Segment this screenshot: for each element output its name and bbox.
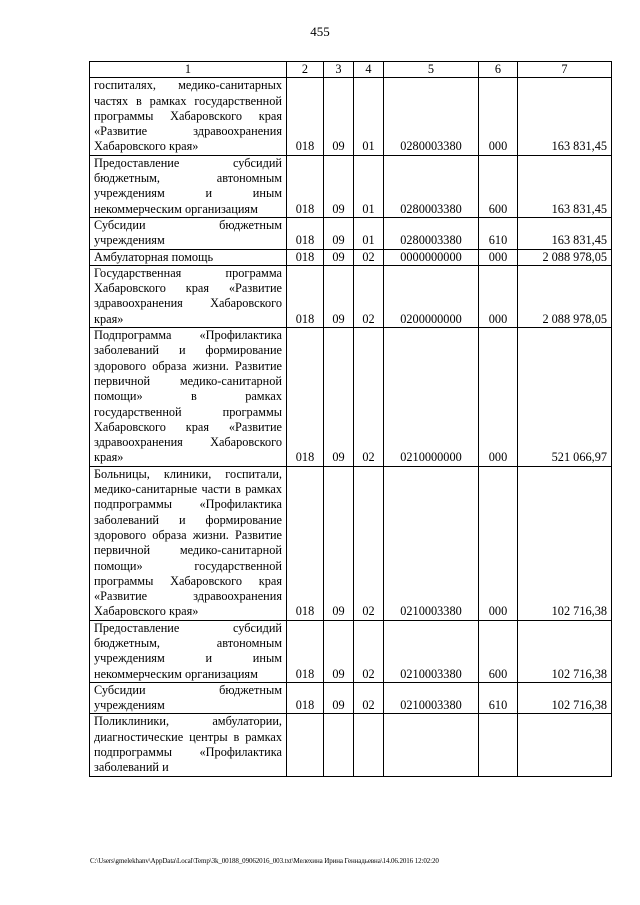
- column-header: 4: [354, 62, 384, 78]
- column-header: 6: [479, 62, 518, 78]
- table-row: [90, 265, 612, 327]
- row-target-article-code: 0200000000: [384, 265, 479, 327]
- row-amount: 163 831,45: [518, 155, 612, 217]
- row-expense-type-code: 610: [479, 217, 518, 249]
- row-expense-type-code: 000: [479, 249, 518, 265]
- row-subsection-code: 02: [354, 620, 384, 682]
- row-amount: 521 066,97: [518, 328, 612, 467]
- column-header: 2: [287, 62, 324, 78]
- row-grbs-code: 018: [287, 682, 324, 714]
- footer-file-path: C:\Users\gmelekhanv\AppData\Local\Temp\3k_00188_09062016_003.txt\Мелехина Ирина Геннадьевна\14.06.2016 12:02:20: [90, 857, 439, 865]
- row-subsection-code: 02: [354, 249, 384, 265]
- row-target-article-code: 0210003380: [384, 682, 479, 714]
- table-row: [90, 714, 612, 776]
- table-row: [90, 328, 612, 467]
- row-amount: 163 831,45: [518, 78, 612, 155]
- row-subsection-code: 02: [354, 328, 384, 467]
- row-expense-type-code: 000: [479, 328, 518, 467]
- row-target-article-code: 0210003380: [384, 466, 479, 620]
- row-target-article-code: 0000000000: [384, 249, 479, 265]
- table-row: [90, 249, 612, 265]
- row-target-article-code: 0280003380: [384, 217, 479, 249]
- row-amount: [518, 714, 612, 776]
- row-expense-type-code: 000: [479, 78, 518, 155]
- row-amount: 2 088 978,05: [518, 265, 612, 327]
- row-subsection-code: 01: [354, 155, 384, 217]
- row-grbs-code: 018: [287, 328, 324, 467]
- table-row: [90, 466, 612, 620]
- table-header-row: [90, 62, 612, 78]
- row-section-code: 09: [324, 620, 354, 682]
- row-target-article-code: [384, 714, 479, 776]
- row-amount: 102 716,38: [518, 682, 612, 714]
- row-target-article-code: 0280003380: [384, 78, 479, 155]
- row-subsection-code: 01: [354, 217, 384, 249]
- row-amount: 102 716,38: [518, 620, 612, 682]
- column-header: 7: [518, 62, 612, 78]
- row-grbs-code: 018: [287, 155, 324, 217]
- row-expense-type-code: [479, 714, 518, 776]
- row-name: Предоставление субсидий бюджетным, автономным учреждениям и иным некоммерческим организациям: [90, 620, 287, 682]
- table-row: [90, 78, 612, 155]
- row-grbs-code: 018: [287, 217, 324, 249]
- row-section-code: 09: [324, 265, 354, 327]
- column-header: 3: [324, 62, 354, 78]
- row-amount: 2 088 978,05: [518, 249, 612, 265]
- row-name: госпиталях, медико-санитарных частях в рамках государственной программы Хабаровского края «Развитие здравоохранения Хабаровского края»: [90, 78, 287, 155]
- row-expense-type-code: 600: [479, 620, 518, 682]
- row-expense-type-code: 000: [479, 466, 518, 620]
- row-subsection-code: 01: [354, 78, 384, 155]
- row-name: Субсидии бюджетным учреждениям: [90, 217, 287, 249]
- table-row: [90, 155, 612, 217]
- row-name: Предоставление субсидий бюджетным, автономным учреждениям и иным некоммерческим организациям: [90, 155, 287, 217]
- row-target-article-code: 0280003380: [384, 155, 479, 217]
- row-amount: 163 831,45: [518, 217, 612, 249]
- page-number: 455: [310, 24, 330, 39]
- row-section-code: 09: [324, 466, 354, 620]
- table-body: [90, 78, 612, 776]
- table-row: [90, 217, 612, 249]
- row-section-code: 09: [324, 155, 354, 217]
- row-section-code: 09: [324, 328, 354, 467]
- table-row: [90, 682, 612, 714]
- row-expense-type-code: 000: [479, 265, 518, 327]
- row-name: Государственная программа Хабаровского края «Развитие здравоохранения Хабаровского края»: [90, 265, 287, 327]
- row-grbs-code: 018: [287, 466, 324, 620]
- row-subsection-code: [354, 714, 384, 776]
- column-header: 5: [384, 62, 479, 78]
- row-section-code: [324, 714, 354, 776]
- row-target-article-code: 0210003380: [384, 620, 479, 682]
- row-section-code: 09: [324, 217, 354, 249]
- row-name: Субсидии бюджетным учреждениям: [90, 682, 287, 714]
- row-name: Поликлиники, амбулатории, диагностические центры в рамках подпрограммы «Профилактика заболеваний и: [90, 714, 287, 776]
- row-expense-type-code: 600: [479, 155, 518, 217]
- row-amount: 102 716,38: [518, 466, 612, 620]
- row-target-article-code: 0210000000: [384, 328, 479, 467]
- row-subsection-code: 02: [354, 466, 384, 620]
- row-section-code: 09: [324, 682, 354, 714]
- row-grbs-code: 018: [287, 265, 324, 327]
- row-expense-type-code: 610: [479, 682, 518, 714]
- column-header: 1: [90, 62, 287, 78]
- row-subsection-code: 02: [354, 265, 384, 327]
- budget-table: [89, 61, 612, 777]
- row-subsection-code: 02: [354, 682, 384, 714]
- row-name: Больницы, клиники, госпитали, медико-санитарные части в рамках подпрограммы «Профилактика заболеваний и формирование здорового образа жизни. Развитие первичной медико-санитарной помощи» государственной программы Хабаровского края «Развитие здравоохранения Хабаровского края»: [90, 466, 287, 620]
- row-grbs-code: [287, 714, 324, 776]
- row-grbs-code: 018: [287, 620, 324, 682]
- row-section-code: 09: [324, 78, 354, 155]
- row-name: Амбулаторная помощь: [90, 249, 287, 265]
- row-grbs-code: 018: [287, 78, 324, 155]
- row-grbs-code: 018: [287, 249, 324, 265]
- row-name: Подпрограмма «Профилактика заболеваний и формирование здорового образа жизни. Развитие первичной медико-санитарной помощи» в рамках государственной программы Хабаровского края «Развитие здравоохранения Хабаровского края»: [90, 328, 287, 467]
- row-section-code: 09: [324, 249, 354, 265]
- table-row: [90, 620, 612, 682]
